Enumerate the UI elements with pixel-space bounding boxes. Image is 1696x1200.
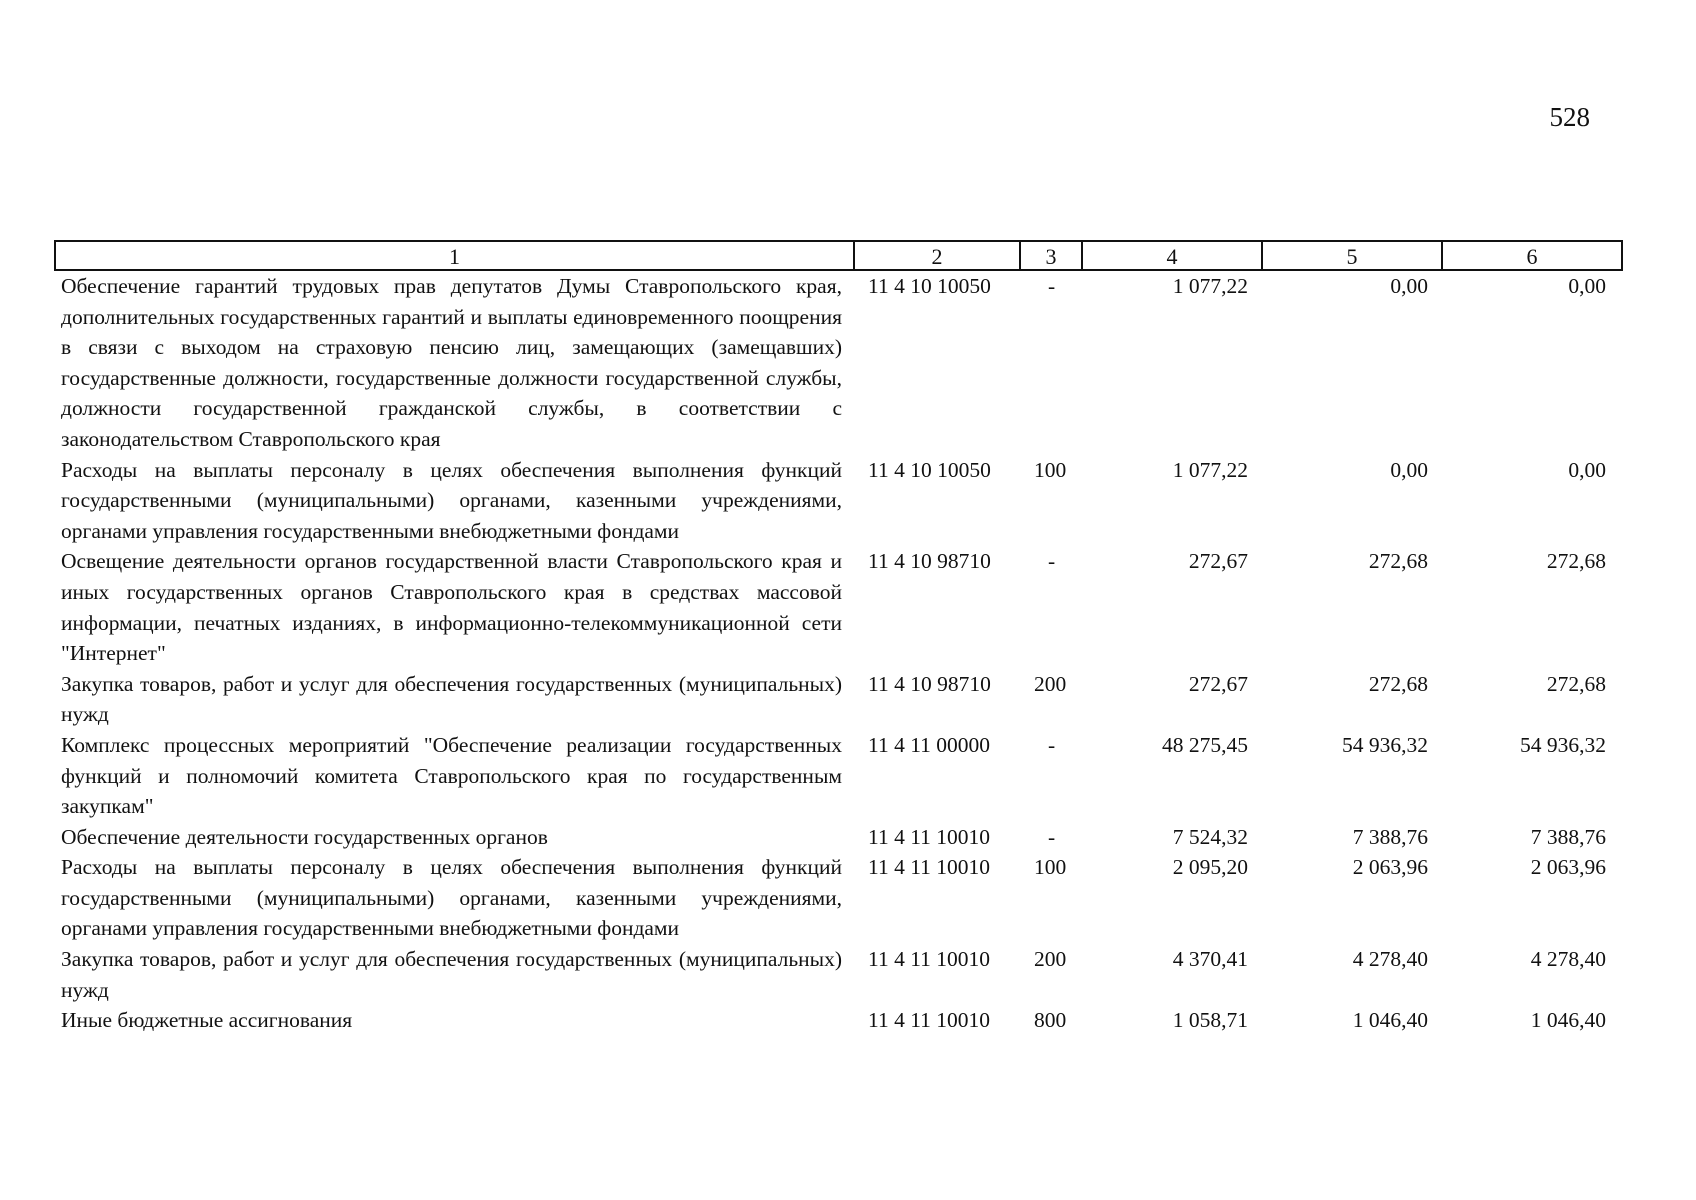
- row-value-col5: 4 278,40: [1352, 947, 1428, 972]
- row-value-col6: 4 278,40: [1530, 947, 1606, 972]
- row-value-col5: 54 936,32: [1342, 732, 1428, 757]
- header-col-2: 2: [854, 241, 1020, 270]
- row-name: Закупка товаров, работ и услуг для обеспечения государственных (муниципальных) нужд: [61, 947, 842, 1002]
- row-code: 11 4 10 10050: [868, 274, 991, 298]
- table-header: [55, 241, 1622, 270]
- row-name: Обеспечение деятельности государственных органов: [61, 824, 548, 849]
- table-row: [55, 270, 1622, 455]
- row-name: Обеспечение гарантий трудовых прав депутатов Думы Ставропольского края, дополнительных государственных гарантий и выплаты единовременного поощрения в связи с выходом на страховую пенсию лиц, замещающих (замещавших) государственные должности, государственные должности государственной службы, должности государственной гражданской службы, в соответствии с законодательством Ставропольского края: [61, 274, 842, 451]
- row-value-col6: 7 388,76: [1530, 824, 1606, 849]
- row-code: 11 4 10 10050: [868, 457, 991, 482]
- budget-table: [54, 240, 1623, 1036]
- row-code: 11 4 11 10010: [868, 1008, 991, 1033]
- row-value-col5: 0,00: [1390, 274, 1428, 298]
- header-col-3: 3: [1020, 241, 1082, 270]
- row-expense-type: 200: [1034, 671, 1067, 696]
- row-value-col4: 7 524,32: [1172, 824, 1248, 849]
- row-value-col4: 48 275,45: [1162, 732, 1248, 757]
- row-value-col6: 0,00: [1568, 457, 1606, 482]
- row-value-col5: 272,68: [1368, 549, 1428, 574]
- table-row: [55, 730, 1622, 822]
- row-code: 11 4 11 10010: [868, 824, 991, 849]
- row-value-col4: 1 058,71: [1172, 1008, 1248, 1033]
- row-name: Иные бюджетные ассигнования: [61, 1008, 353, 1033]
- row-expense-type: -: [1048, 549, 1056, 574]
- row-name: Расходы на выплаты персоналу в целях обеспечения выполнения функций государственными (муниципальными) органами, казенными учреждениями, органами управления государственными внебюджетными фондами: [61, 457, 842, 543]
- table-row: [55, 455, 1622, 547]
- header-col-1: 1: [55, 241, 854, 270]
- header-col-6: 6: [1442, 241, 1622, 270]
- row-code: 11 4 10 98710: [868, 671, 991, 696]
- row-expense-type: -: [1048, 824, 1056, 849]
- row-code: 11 4 11 10010: [868, 855, 991, 880]
- header-row: [55, 241, 1622, 270]
- row-value-col5: 7 388,76: [1352, 824, 1428, 849]
- table-row: [55, 822, 1622, 853]
- row-expense-type: 100: [1034, 855, 1067, 880]
- row-value-col6: 0,00: [1568, 274, 1606, 298]
- row-expense-type: -: [1048, 732, 1056, 757]
- row-code: 11 4 11 00000: [868, 732, 991, 757]
- header-col-5: 5: [1262, 241, 1442, 270]
- row-value-col6: 272,68: [1546, 549, 1606, 574]
- row-value-col4: 1 077,22: [1172, 457, 1248, 482]
- row-value-col5: 1 046,40: [1352, 1008, 1428, 1033]
- row-value-col6: 272,68: [1546, 671, 1606, 696]
- row-value-col4: 272,67: [1188, 671, 1248, 696]
- row-expense-type: 800: [1034, 1008, 1067, 1033]
- page-number: 528: [1549, 102, 1590, 132]
- row-name: Расходы на выплаты персоналу в целях обеспечения выполнения функций государственными (муниципальными) органами, казенными учреждениями, органами управления государственными внебюджетными фондами: [61, 855, 842, 941]
- row-expense-type: 200: [1034, 947, 1067, 972]
- row-code: 11 4 10 98710: [868, 549, 991, 574]
- row-value-col4: 272,67: [1188, 549, 1248, 574]
- row-value-col5: 2 063,96: [1352, 855, 1428, 880]
- table-row: [55, 669, 1622, 730]
- table-row: [55, 944, 1622, 1005]
- table-row: [55, 852, 1622, 944]
- row-name: Освещение деятельности органов государственной власти Ставропольского края и иных государственных органов Ставропольского края в средствах массовой информации, печатных изданиях, в информационно-телекоммуникационной сети "Интернет": [61, 549, 842, 666]
- header-col-4: 4: [1082, 241, 1262, 270]
- row-value-col4: 1 077,22: [1172, 274, 1248, 298]
- table-row: [55, 1005, 1622, 1036]
- row-code: 11 4 11 10010: [868, 947, 991, 972]
- row-value-col6: 54 936,32: [1520, 732, 1606, 757]
- row-value-col6: 1 046,40: [1530, 1008, 1606, 1033]
- row-value-col6: 2 063,96: [1530, 855, 1606, 880]
- row-value-col5: 272,68: [1368, 671, 1428, 696]
- row-value-col4: 4 370,41: [1172, 947, 1248, 972]
- row-expense-type: -: [1048, 274, 1056, 298]
- row-expense-type: 100: [1034, 457, 1067, 482]
- table-row: [55, 546, 1622, 668]
- table-body: [55, 270, 1622, 1036]
- row-name: Комплекс процессных мероприятий "Обеспечение реализации государственных функций и полномочий комитета Ставропольского края по государственным закупкам": [61, 732, 842, 819]
- row-value-col5: 0,00: [1390, 457, 1428, 482]
- row-name: Закупка товаров, работ и услуг для обеспечения государственных (муниципальных) нужд: [61, 671, 842, 727]
- row-value-col4: 2 095,20: [1172, 855, 1248, 880]
